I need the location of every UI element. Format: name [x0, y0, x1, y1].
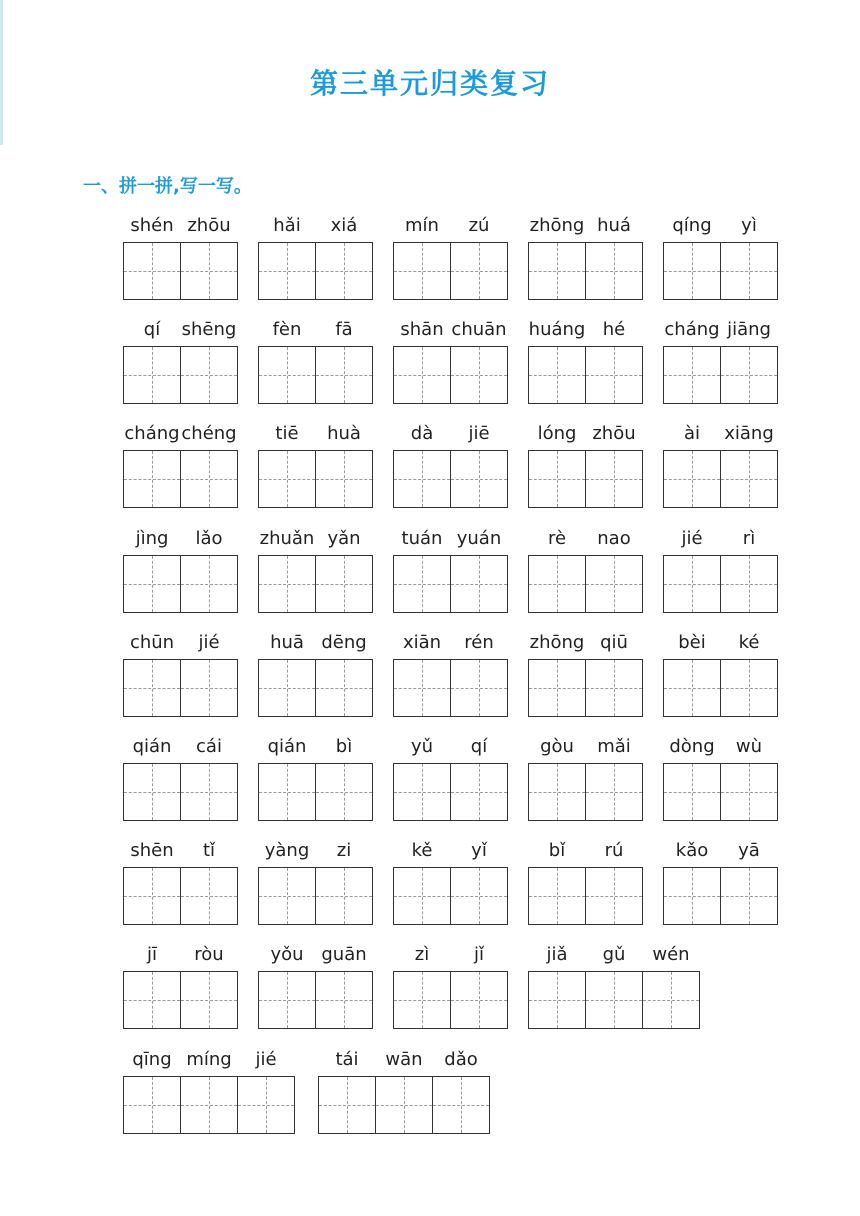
- word-item: [258, 943, 373, 1029]
- pinyin-syllable: huáng: [528, 319, 586, 340]
- pinyin-line: [123, 631, 238, 659]
- word-item: [528, 214, 643, 300]
- tian-zi-ge-cell[interactable]: [585, 659, 643, 717]
- pinyin-syllable: bì: [335, 736, 353, 757]
- writing-grid: [663, 555, 778, 613]
- word-item: [258, 735, 373, 821]
- writing-grid: [393, 346, 508, 404]
- writing-grid: [258, 450, 373, 508]
- pinyin-line: [528, 735, 643, 763]
- tian-zi-ge-cell[interactable]: [258, 555, 316, 613]
- pinyin-syllable: kǎo: [675, 840, 709, 861]
- pinyin-syllable: shén: [130, 215, 174, 236]
- word-item: [123, 943, 238, 1029]
- tian-zi-ge-cell[interactable]: [663, 242, 721, 300]
- word-item: [258, 839, 373, 925]
- tian-zi-ge-cell[interactable]: [642, 971, 700, 1029]
- tian-zi-ge-cell[interactable]: [393, 867, 451, 925]
- tian-zi-ge-cell[interactable]: [663, 763, 721, 821]
- pinyin-syllable: shēng: [181, 319, 237, 340]
- pinyin-line: [123, 839, 238, 867]
- word-item: [123, 527, 238, 613]
- tian-zi-ge-cell[interactable]: [450, 555, 508, 613]
- pinyin-syllable: shān: [400, 319, 444, 340]
- tian-zi-ge-cell[interactable]: [258, 971, 316, 1029]
- tian-zi-ge-cell[interactable]: [585, 450, 643, 508]
- word-item: [123, 735, 238, 821]
- pinyin-line: [528, 839, 643, 867]
- pinyin-line: [123, 735, 238, 763]
- pinyin-syllable: zhuǎn: [259, 528, 315, 549]
- tian-zi-ge-cell[interactable]: [180, 763, 238, 821]
- word-item: [258, 318, 373, 404]
- tian-zi-ge-cell[interactable]: [123, 971, 181, 1029]
- writing-grid: [663, 659, 778, 717]
- tian-zi-ge-cell[interactable]: [393, 242, 451, 300]
- pinyin-line: [393, 422, 508, 450]
- word-item: [528, 318, 643, 404]
- word-item: [123, 1048, 295, 1134]
- tian-zi-ge-cell[interactable]: [237, 1076, 295, 1134]
- pinyin-syllable: wù: [735, 736, 763, 757]
- pinyin-syllable: jǐ: [473, 944, 484, 965]
- tian-zi-ge-cell[interactable]: [315, 555, 373, 613]
- tian-zi-ge-cell[interactable]: [123, 659, 181, 717]
- tian-zi-ge-cell[interactable]: [315, 450, 373, 508]
- pinyin-line: [393, 839, 508, 867]
- pinyin-syllable: gǔ: [602, 944, 626, 965]
- word-item: [123, 839, 238, 925]
- pinyin-syllable: dēng: [321, 632, 367, 653]
- word-item: [528, 631, 643, 717]
- pinyin-line: [393, 735, 508, 763]
- word-item: [393, 943, 508, 1029]
- tian-zi-ge-cell[interactable]: [450, 659, 508, 717]
- pinyin-syllable: yǔ: [410, 736, 434, 757]
- pinyin-syllable: qīng: [132, 1049, 172, 1070]
- writing-grid: [528, 763, 643, 821]
- page-title: 第三单元归类复习: [309, 67, 550, 100]
- tian-zi-ge-cell[interactable]: [180, 659, 238, 717]
- pinyin-syllable: bèi: [678, 632, 706, 653]
- pinyin-line: [393, 527, 508, 555]
- tian-zi-ge-cell[interactable]: [528, 867, 586, 925]
- pinyin-syllable: yā: [738, 840, 760, 861]
- pinyin-line: [528, 527, 643, 555]
- pinyin-line: [258, 943, 373, 971]
- pinyin-syllable: hé: [602, 319, 626, 340]
- tian-zi-ge-cell[interactable]: [393, 971, 451, 1029]
- pinyin-line: [393, 943, 508, 971]
- pinyin-line: [123, 1048, 295, 1076]
- pinyin-syllable: jiāng: [727, 319, 771, 340]
- pinyin-syllable: wān: [385, 1049, 423, 1070]
- writing-grid: [258, 242, 373, 300]
- tian-zi-ge-cell[interactable]: [450, 346, 508, 404]
- writing-grid: [393, 242, 508, 300]
- pinyin-syllable: qiū: [600, 632, 628, 653]
- pinyin-syllable: ài: [683, 423, 701, 444]
- pinyin-syllable: mǎi: [597, 736, 631, 757]
- pinyin-syllable: ròu: [194, 944, 224, 965]
- writing-grid: [123, 659, 238, 717]
- pinyin-syllable: huá: [597, 215, 631, 236]
- tian-zi-ge-cell[interactable]: [123, 555, 181, 613]
- writing-grid: [393, 450, 508, 508]
- tian-zi-ge-cell[interactable]: [258, 450, 316, 508]
- tian-zi-ge-cell[interactable]: [720, 763, 778, 821]
- tian-zi-ge-cell[interactable]: [585, 242, 643, 300]
- pinyin-syllable: míng: [186, 1049, 232, 1070]
- word-item: [318, 1048, 490, 1134]
- pinyin-syllable: yǒu: [270, 944, 304, 965]
- pinyin-syllable: yǐ: [471, 840, 487, 861]
- pinyin-syllable: dòng: [669, 736, 715, 757]
- pinyin-syllable: xiāng: [724, 423, 774, 444]
- pinyin-line: [258, 839, 373, 867]
- tian-zi-ge-cell[interactable]: [585, 346, 643, 404]
- pinyin-syllable: chuān: [451, 319, 507, 340]
- pinyin-syllable: nao: [597, 528, 631, 549]
- writing-grid: [318, 1076, 490, 1134]
- tian-zi-ge-cell[interactable]: [258, 242, 316, 300]
- writing-grid: [528, 867, 643, 925]
- pinyin-syllable: tuán: [401, 528, 443, 549]
- pinyin-syllable: jìng: [135, 528, 169, 549]
- pinyin-syllable: dà: [410, 423, 434, 444]
- writing-grid: [258, 346, 373, 404]
- word-item: [663, 735, 778, 821]
- pinyin-syllable: qí: [470, 736, 488, 757]
- tian-zi-ge-cell[interactable]: [528, 346, 586, 404]
- word-item: [528, 422, 643, 508]
- pinyin-syllable: yǎn: [327, 528, 361, 549]
- pinyin-line: [528, 318, 643, 346]
- pinyin-line: [123, 527, 238, 555]
- pinyin-syllable: lǎo: [195, 528, 223, 549]
- pinyin-line: [663, 422, 778, 450]
- tian-zi-ge-cell[interactable]: [180, 555, 238, 613]
- pinyin-syllable: yì: [741, 215, 757, 236]
- tian-zi-ge-cell[interactable]: [123, 346, 181, 404]
- pinyin-syllable: rú: [604, 840, 624, 861]
- pinyin-syllable: zhōng: [529, 215, 585, 236]
- tian-zi-ge-cell[interactable]: [450, 450, 508, 508]
- tian-zi-ge-cell[interactable]: [663, 450, 721, 508]
- pinyin-line: [258, 735, 373, 763]
- pinyin-syllable: tiē: [275, 423, 299, 444]
- tian-zi-ge-cell[interactable]: [720, 867, 778, 925]
- pinyin-syllable: gòu: [540, 736, 574, 757]
- pinyin-syllable: chéng: [181, 423, 237, 444]
- word-item: [528, 943, 700, 1029]
- pinyin-syllable: dǎo: [444, 1049, 478, 1070]
- word-item: [663, 422, 778, 508]
- tian-zi-ge-cell[interactable]: [432, 1076, 490, 1134]
- tian-zi-ge-cell[interactable]: [180, 450, 238, 508]
- pinyin-line: [528, 943, 700, 971]
- pinyin-line: [123, 943, 238, 971]
- pinyin-syllable: fā: [335, 319, 353, 340]
- pinyin-syllable: jiǎ: [546, 944, 568, 965]
- tian-zi-ge-cell[interactable]: [528, 763, 586, 821]
- pinyin-line: [663, 631, 778, 659]
- pinyin-line: [528, 422, 643, 450]
- tian-zi-ge-cell[interactable]: [585, 555, 643, 613]
- tian-zi-ge-cell[interactable]: [720, 242, 778, 300]
- tian-zi-ge-cell[interactable]: [180, 867, 238, 925]
- pinyin-syllable: guān: [321, 944, 367, 965]
- word-item: [258, 631, 373, 717]
- word-item: [393, 735, 508, 821]
- writing-grid: [123, 1076, 295, 1134]
- pinyin-syllable: lóng: [537, 423, 577, 444]
- pinyin-syllable: xiá: [330, 215, 358, 236]
- pinyin-syllable: ké: [738, 632, 760, 653]
- pinyin-line: [258, 422, 373, 450]
- word-item: [663, 839, 778, 925]
- tian-zi-ge-cell[interactable]: [393, 659, 451, 717]
- tian-zi-ge-cell[interactable]: [315, 659, 373, 717]
- writing-grid: [258, 971, 373, 1029]
- pinyin-syllable: cái: [196, 736, 222, 757]
- word-item: [123, 318, 238, 404]
- writing-grid: [393, 971, 508, 1029]
- pinyin-syllable: rè: [547, 528, 567, 549]
- tian-zi-ge-cell[interactable]: [663, 659, 721, 717]
- pinyin-syllable: jī: [146, 944, 157, 965]
- tian-zi-ge-cell[interactable]: [180, 346, 238, 404]
- pinyin-syllable: zhōng: [529, 632, 585, 653]
- tian-zi-ge-cell[interactable]: [450, 242, 508, 300]
- pinyin-line: [528, 631, 643, 659]
- word-item: [258, 422, 373, 508]
- word-item: [663, 318, 778, 404]
- word-item: [123, 214, 238, 300]
- writing-grid: [123, 346, 238, 404]
- tian-zi-ge-cell[interactable]: [528, 971, 586, 1029]
- writing-grid: [663, 450, 778, 508]
- pinyin-syllable: huà: [327, 423, 361, 444]
- pinyin-line: [258, 631, 373, 659]
- pinyin-line: [318, 1048, 490, 1076]
- pinyin-syllable: fèn: [272, 319, 302, 340]
- pinyin-syllable: wén: [652, 944, 690, 965]
- writing-grid: [393, 659, 508, 717]
- word-item: [393, 214, 508, 300]
- writing-grid: [528, 242, 643, 300]
- tian-zi-ge-cell[interactable]: [393, 555, 451, 613]
- writing-grid: [528, 346, 643, 404]
- writing-grid: [528, 659, 643, 717]
- tian-zi-ge-cell[interactable]: [720, 346, 778, 404]
- pinyin-syllable: huā: [270, 632, 304, 653]
- tian-zi-ge-cell[interactable]: [393, 346, 451, 404]
- tian-zi-ge-cell[interactable]: [528, 450, 586, 508]
- tian-zi-ge-cell[interactable]: [315, 763, 373, 821]
- word-item: [663, 631, 778, 717]
- tian-zi-ge-cell[interactable]: [258, 867, 316, 925]
- tian-zi-ge-cell[interactable]: [123, 450, 181, 508]
- pinyin-syllable: zhōu: [187, 215, 231, 236]
- writing-grid: [123, 763, 238, 821]
- writing-grid: [123, 867, 238, 925]
- pinyin-syllable: kě: [411, 840, 433, 861]
- tian-zi-ge-cell[interactable]: [315, 971, 373, 1029]
- tian-zi-ge-cell[interactable]: [720, 555, 778, 613]
- pinyin-syllable: cháng: [124, 423, 180, 444]
- word-item: [123, 631, 238, 717]
- tian-zi-ge-cell[interactable]: [258, 763, 316, 821]
- tian-zi-ge-cell[interactable]: [258, 346, 316, 404]
- tian-zi-ge-cell[interactable]: [528, 659, 586, 717]
- pinyin-syllable: qíng: [672, 215, 712, 236]
- pinyin-line: [393, 214, 508, 242]
- word-item: [258, 527, 373, 613]
- pinyin-syllable: shēn: [130, 840, 174, 861]
- writing-grid: [123, 971, 238, 1029]
- word-item: [528, 735, 643, 821]
- writing-grid: [663, 763, 778, 821]
- pinyin-syllable: chūn: [129, 632, 175, 653]
- pinyin-syllable: zú: [468, 215, 490, 236]
- tian-zi-ge-cell[interactable]: [663, 346, 721, 404]
- writing-grid: [528, 971, 700, 1029]
- tian-zi-ge-cell[interactable]: [450, 867, 508, 925]
- word-item: [393, 839, 508, 925]
- pinyin-syllable: zhōu: [592, 423, 636, 444]
- writing-grid: [663, 346, 778, 404]
- pinyin-line: [663, 214, 778, 242]
- word-item: [393, 318, 508, 404]
- tian-zi-ge-cell[interactable]: [375, 1076, 433, 1134]
- pinyin-syllable: yuán: [456, 528, 502, 549]
- pinyin-line: [663, 839, 778, 867]
- word-item: [393, 527, 508, 613]
- pinyin-syllable: zi: [336, 840, 352, 861]
- tian-zi-ge-cell[interactable]: [123, 1076, 181, 1134]
- writing-grid: [528, 450, 643, 508]
- pinyin-syllable: yàng: [264, 840, 310, 861]
- pinyin-line: [258, 214, 373, 242]
- pinyin-syllable: qián: [132, 736, 172, 757]
- tian-zi-ge-cell[interactable]: [393, 450, 451, 508]
- tian-zi-ge-cell[interactable]: [315, 867, 373, 925]
- pinyin-syllable: cháng: [664, 319, 720, 340]
- tian-zi-ge-cell[interactable]: [180, 242, 238, 300]
- writing-grid: [393, 555, 508, 613]
- writing-grid: [123, 450, 238, 508]
- pinyin-syllable: zì: [414, 944, 430, 965]
- tian-zi-ge-cell[interactable]: [585, 971, 643, 1029]
- pinyin-line: [393, 318, 508, 346]
- tian-zi-ge-cell[interactable]: [663, 555, 721, 613]
- writing-grid: [258, 763, 373, 821]
- writing-grid: [258, 867, 373, 925]
- pinyin-line: [258, 527, 373, 555]
- pinyin-syllable: jié: [681, 528, 703, 549]
- tian-zi-ge-cell[interactable]: [585, 867, 643, 925]
- pinyin-syllable: qián: [267, 736, 307, 757]
- writing-grid: [258, 555, 373, 613]
- pinyin-line: [123, 318, 238, 346]
- tian-zi-ge-cell[interactable]: [180, 971, 238, 1029]
- tian-zi-ge-cell[interactable]: [450, 971, 508, 1029]
- tian-zi-ge-cell[interactable]: [258, 659, 316, 717]
- pinyin-line: [123, 214, 238, 242]
- writing-grid: [258, 659, 373, 717]
- tian-zi-ge-cell[interactable]: [450, 763, 508, 821]
- writing-grid: [663, 867, 778, 925]
- pinyin-line: [258, 318, 373, 346]
- writing-grid: [663, 242, 778, 300]
- pinyin-syllable: hǎi: [273, 215, 301, 236]
- tian-zi-ge-cell[interactable]: [393, 763, 451, 821]
- word-item: [123, 422, 238, 508]
- writing-grid: [393, 867, 508, 925]
- tian-zi-ge-cell[interactable]: [720, 450, 778, 508]
- pinyin-syllable: tái: [335, 1049, 359, 1070]
- word-item: [663, 214, 778, 300]
- word-item: [258, 214, 373, 300]
- word-item: [528, 839, 643, 925]
- pinyin-syllable: xiān: [402, 632, 442, 653]
- writing-grid: [123, 242, 238, 300]
- pinyin-syllable: tǐ: [202, 840, 216, 861]
- pinyin-line: [528, 214, 643, 242]
- pinyin-syllable: qí: [143, 319, 161, 340]
- tian-zi-ge-cell[interactable]: [123, 242, 181, 300]
- tian-zi-ge-cell[interactable]: [180, 1076, 238, 1134]
- tian-zi-ge-cell[interactable]: [123, 763, 181, 821]
- section-heading: 一、拼一拼,写一写。: [83, 176, 252, 197]
- pinyin-syllable: jié: [255, 1049, 277, 1070]
- word-item: [393, 422, 508, 508]
- tian-zi-ge-cell[interactable]: [528, 555, 586, 613]
- pinyin-syllable: rì: [742, 528, 756, 549]
- word-item: [663, 527, 778, 613]
- pinyin-syllable: rén: [464, 632, 494, 653]
- tian-zi-ge-cell[interactable]: [315, 242, 373, 300]
- pinyin-line: [663, 735, 778, 763]
- pinyin-syllable: bǐ: [548, 840, 566, 861]
- writing-grid: [123, 555, 238, 613]
- tian-zi-ge-cell[interactable]: [528, 242, 586, 300]
- tian-zi-ge-cell[interactable]: [315, 346, 373, 404]
- tian-zi-ge-cell[interactable]: [123, 867, 181, 925]
- writing-grid: [528, 555, 643, 613]
- pinyin-syllable: mín: [405, 215, 439, 236]
- tian-zi-ge-cell[interactable]: [585, 763, 643, 821]
- word-item: [393, 631, 508, 717]
- pinyin-line: [393, 631, 508, 659]
- pinyin-line: [123, 422, 238, 450]
- pinyin-line: [663, 527, 778, 555]
- pinyin-syllable: jiē: [468, 423, 490, 444]
- pinyin-syllable: jié: [198, 632, 220, 653]
- tian-zi-ge-cell[interactable]: [318, 1076, 376, 1134]
- tian-zi-ge-cell[interactable]: [663, 867, 721, 925]
- pinyin-line: [663, 318, 778, 346]
- word-item: [528, 527, 643, 613]
- writing-grid: [393, 763, 508, 821]
- tian-zi-ge-cell[interactable]: [720, 659, 778, 717]
